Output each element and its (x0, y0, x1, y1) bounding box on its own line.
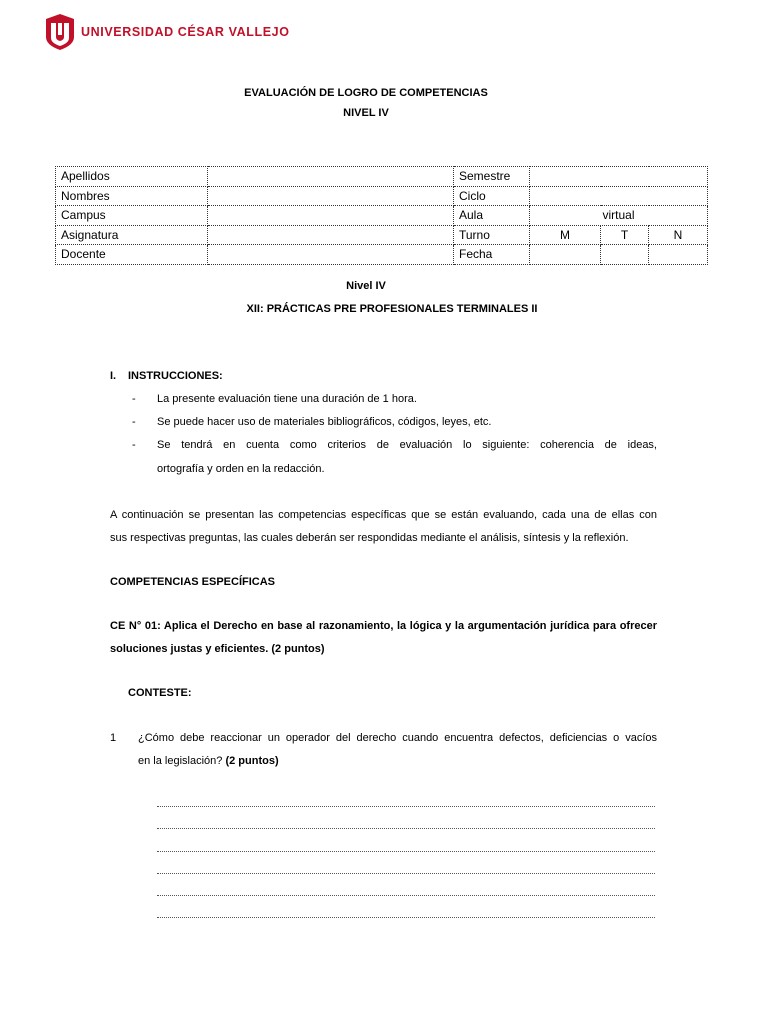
field-semestre[interactable] (530, 167, 708, 187)
field-asignatura[interactable] (208, 225, 454, 245)
question-1-line-2 (138, 753, 279, 769)
table-row (56, 206, 708, 226)
intro-line-2: sus respectivas preguntas, las cuales deberán ser respondidas mediante el análisis, síntesis y la reflexión. (110, 532, 629, 544)
field-apellidos[interactable] (208, 167, 454, 187)
table-row (56, 186, 708, 206)
field-fecha-month[interactable] (601, 245, 649, 265)
instruction-item-3-continued: ortografía y orden en la redacción. (157, 463, 325, 475)
question-1-points: (2 puntos) (225, 755, 279, 767)
label-campus: Campus (56, 206, 208, 226)
ce1-line-1: CE N° 01: Aplica el Derecho en base al razonamiento, la lógica y la argumentación jurídica para ofrecer (110, 620, 657, 632)
ce1-line-2: soluciones justas y eficientes. (2 puntos) (110, 643, 325, 655)
answer-line[interactable] (157, 828, 655, 829)
label-apellidos: Apellidos (56, 167, 208, 187)
conteste-label: CONTESTE: (128, 687, 192, 699)
label-turno: Turno (454, 225, 530, 245)
field-fecha-day[interactable] (530, 245, 601, 265)
instruction-item-1: La presente evaluación tiene una duración de 1 hora. (157, 393, 417, 405)
field-nombres[interactable] (208, 186, 454, 206)
university-logo (45, 14, 290, 50)
instruction-item-3: Se tendrá en cuenta como criterios de evaluación lo siguiente: coherencia de ideas, (157, 439, 657, 451)
field-aula: virtual (530, 206, 708, 226)
label-nombres: Nombres (56, 186, 208, 206)
label-aula: Aula (454, 206, 530, 226)
section-level: Nivel IV (346, 280, 386, 292)
answer-line[interactable] (157, 806, 655, 807)
answer-line[interactable] (157, 895, 655, 896)
label-semestre: Semestre (454, 167, 530, 187)
bullet-dash: - (132, 393, 136, 405)
document-level: NIVEL IV (343, 107, 389, 119)
instruction-item-2: Se puede hacer uso de materiales bibliográficos, códigos, leyes, etc. (157, 416, 492, 428)
table-row (56, 167, 708, 187)
question-number: 1 (110, 732, 117, 744)
bullet-dash: - (132, 416, 136, 428)
instructions-number: I. (110, 370, 117, 382)
turno-option-m[interactable]: M (530, 225, 601, 245)
shield-logo-icon (45, 14, 75, 50)
intro-line-1: A continuación se presentan las competencias específicas que se están evaluando, cada una de ellas con (110, 509, 657, 521)
turno-option-t[interactable]: T (601, 225, 649, 245)
competencias-heading: COMPETENCIAS ESPECÍFICAS (110, 576, 276, 588)
instructions-heading: INSTRUCCIONES: (128, 370, 223, 382)
table-row (56, 245, 708, 265)
question-1-text: en la legislación? (138, 755, 223, 767)
field-docente[interactable] (208, 245, 454, 265)
label-asignatura: Asignatura (56, 225, 208, 245)
course-title: XII: PRÁCTICAS PRE PROFESIONALES TERMINALES II (246, 303, 538, 315)
answer-line[interactable] (157, 851, 655, 852)
university-name: UNIVERSIDAD CÉSAR VALLEJO (81, 25, 290, 39)
student-info-table (55, 166, 708, 265)
field-fecha-year[interactable] (649, 245, 708, 265)
table-row (56, 225, 708, 245)
answer-line[interactable] (157, 873, 655, 874)
question-1-line-1: ¿Cómo debe reaccionar un operador del derecho cuando encuentra defectos, deficiencias o vacíos (138, 732, 657, 744)
turno-option-n[interactable]: N (649, 225, 708, 245)
document-title: EVALUACIÓN DE LOGRO DE COMPETENCIAS (244, 87, 488, 99)
field-campus[interactable] (208, 206, 454, 226)
bullet-dash: - (132, 439, 136, 451)
field-ciclo[interactable] (530, 186, 708, 206)
label-docente: Docente (56, 245, 208, 265)
label-fecha: Fecha (454, 245, 530, 265)
answer-line[interactable] (157, 917, 655, 918)
label-ciclo: Ciclo (454, 186, 530, 206)
